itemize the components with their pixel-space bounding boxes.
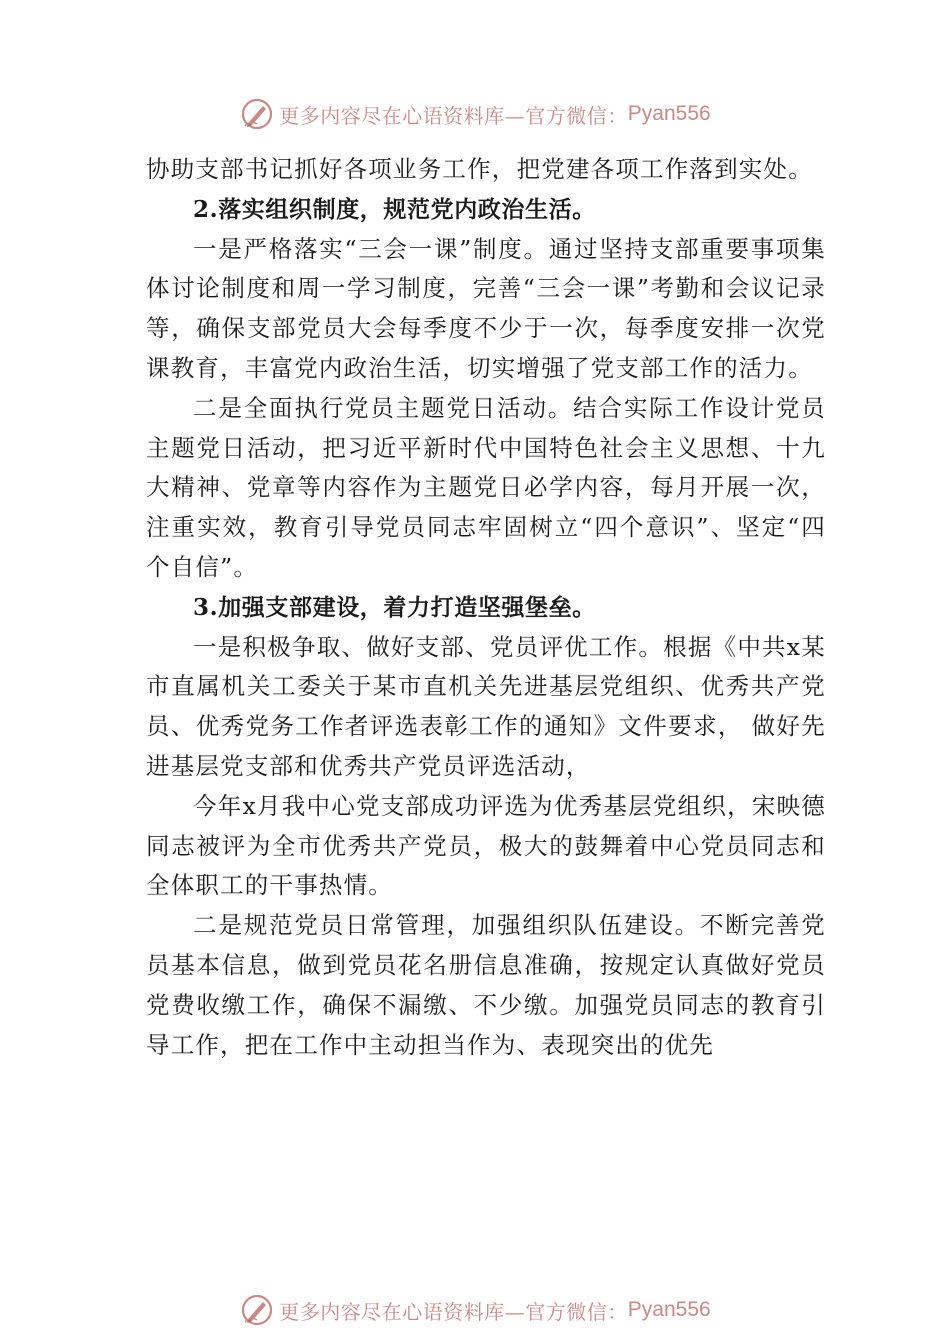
body-paragraph: 一是严格落实“三会一课”制度。通过坚持支部重要事项集体讨论制度和周一学习制度，完善“三会一课”考勤和会议记录等，确保支部党员大会每季度不少于一次，每季度安排一次党课教育，丰富党内政治生活，切实增强了党支部工作的活力。 [146,234,826,382]
watermark-wechat-id: Pyan556 [627,1298,711,1321]
watermark-text: 更多内容尽在心语资料库—官方微信： [279,103,628,128]
body-paragraph: 一是积极争取、做好支部、党员评优工作。根据《中共x某市直属机关工委关于某市直机关先进基层党组织、优秀共产党员、优秀党务工作者评选表彰工作的通知》文件要求， 做好先进基层党支部和优秀共产党员评选活动， [146,632,826,780]
body-paragraph: 二是规范党员日常管理，加强组织队伍建设。不断完善党员基本信息，做到党员花名册信息准确，按规定认真做好党员党费收缴工作，确保不漏缴、不少缴。加强党员同志的教育引导工作，把在工作中主动担当作为、表现突出的优先 [146,911,826,1059]
body-paragraph: 二是全面执行党员主题党日活动。结合实际工作设计党员主题党日活动，把习近平新时代中国特色社会主义思想、十九大精神、党章等内容作为主题党日必学内容，每月开展一次，注重实效，教育引导党员同志牢固树立“四个意识”、坚定“四个自信”。 [146,393,826,581]
document-body [146,150,826,1065]
body-paragraph: 协助支部书记抓好各项业务工作，把党建各项工作落到实处。 [146,155,813,183]
body-paragraph: 今年x月我中心党支部成功评选为优秀基层党组织，宋映德同志被评为全市优秀共产党员，极大的鼓舞着中心党员同志和全体职工的干事热情。 [146,791,826,900]
section-heading: 2.落实组织制度，规范党内政治生活。 [193,195,596,223]
watermark-text: 更多内容尽在心语资料库—官方微信： [279,1299,628,1324]
header-watermark [0,94,950,134]
footer-watermark [0,1290,950,1330]
section-heading: 3.加强支部建设，着力打造坚强堡垒。 [193,593,596,621]
pen-logo-icon [239,1292,275,1328]
watermark-wechat-id: Pyan556 [627,102,711,125]
pen-logo-icon [239,96,275,132]
